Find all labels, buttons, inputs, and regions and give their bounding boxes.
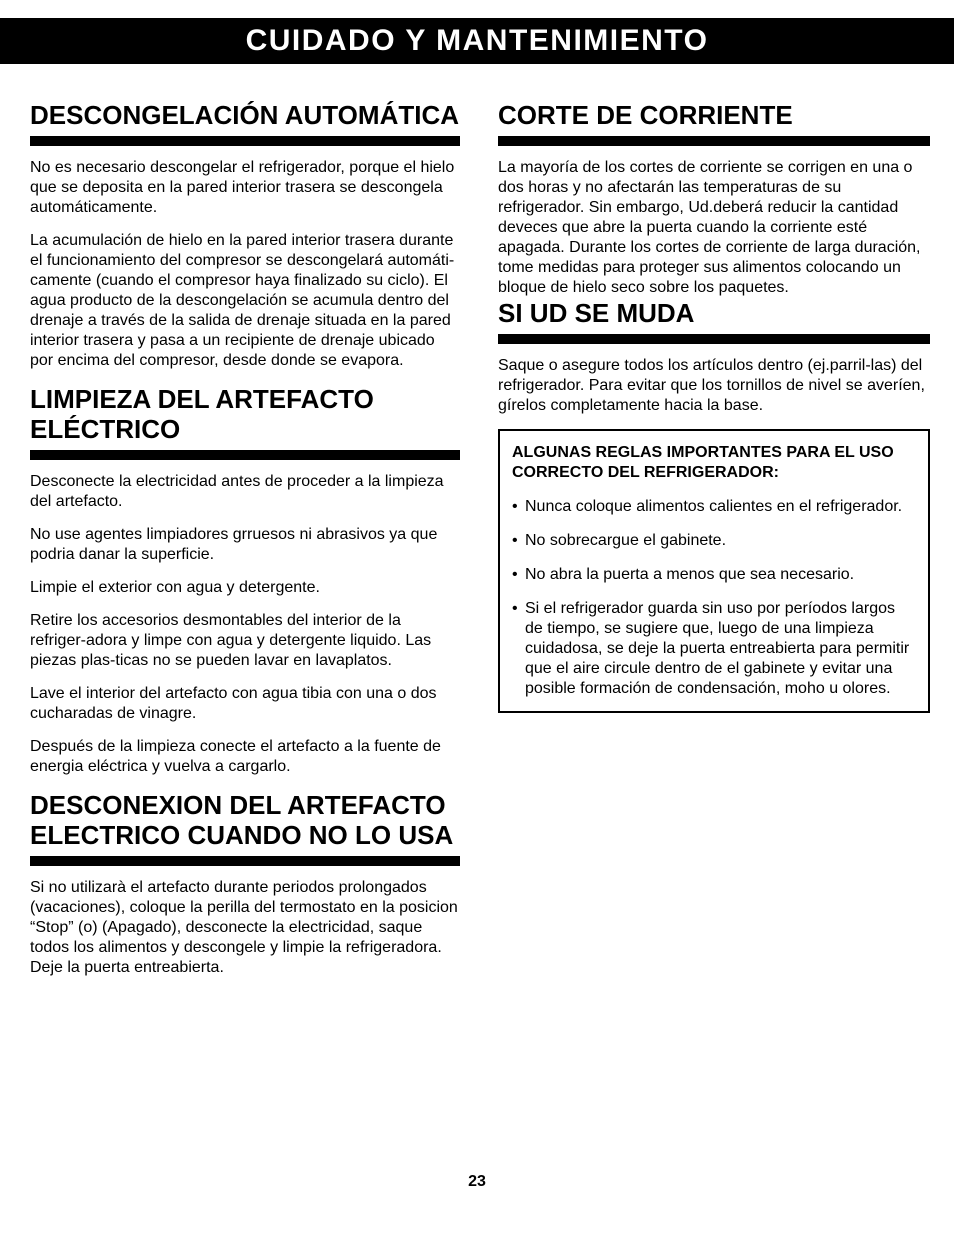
section-heading: DESCONGELACIÓN AUTOMÁTICA	[30, 100, 459, 130]
section-descongelacion	[30, 100, 460, 371]
section-limpieza	[30, 384, 460, 777]
right-column	[498, 100, 930, 713]
bullet-marker: •	[512, 566, 518, 583]
section-heading: LIMPIEZA DEL ARTEFACTO ELÉCTRICO	[30, 384, 374, 444]
paragraph: No use agentes limpiadores grruesos ni abrasivos ya que podria danar la superficie.	[30, 526, 438, 563]
page-title: CUIDADO Y MANTENIMIENTO	[245, 24, 709, 57]
paragraph: Limpie el exterior con agua y detergente.	[30, 579, 320, 596]
paragraph: La mayoría de los cortes de corriente se corrigen en una o dos horas y no afectarán las temperaturas de su refrigerador. Sin embargo, Ud.deberá reducir la cantidad deveces que abre la puerta cuando la corriente esté apagada. Durante los cortes de corriente de larga duración, tome medidas para proteger sus alimentos colocando un bloque de hielo seco sobre los paquetes.	[498, 159, 921, 296]
list-item-text: No sobrecargue el gabinete.	[525, 532, 727, 549]
paragraph: Después de la limpieza conecte el artefacto a la fuente de energia eléctrica y vuelva a cargarlo.	[30, 738, 441, 775]
bullet-marker: •	[512, 532, 518, 549]
section-heading: CORTE DE CORRIENTE	[498, 100, 793, 130]
heading-rule	[498, 136, 930, 146]
paragraph: Desconecte la electricidad antes de proceder a la limpieza del artefacto.	[30, 473, 444, 510]
important-rules-box	[498, 429, 930, 713]
list-item-text: Nunca coloque alimentos calientes en el refrigerador.	[525, 498, 903, 515]
heading-rule	[30, 856, 460, 866]
left-column	[30, 100, 460, 991]
heading-rule	[30, 450, 460, 460]
section-heading: SI UD SE MUDA	[498, 298, 695, 328]
paragraph: Lave el interior del artefacto con agua tibia con una o dos cucharadas de vinagre.	[30, 685, 437, 722]
rules-box-title: ALGUNAS REGLAS IMPORTANTES PARA EL USO CORRECTO DEL REFRIGERADOR:	[512, 444, 894, 481]
section-heading: DESCONEXION DEL ARTEFACTO ELECTRICO CUANDO NO LO USA	[30, 790, 454, 850]
bullet-marker: •	[512, 498, 518, 515]
list-item	[512, 599, 916, 699]
page-number: 23	[468, 1173, 486, 1190]
heading-rule	[30, 136, 460, 146]
list-item	[512, 565, 916, 585]
paragraph: Saque o asegure todos los artículos dentro (ej.parril-las) del refrigerador. Para evitar que los tornillos de nivel se averíen, gírelos completamente hacia la base.	[498, 357, 925, 414]
section-si-ud-se-muda	[498, 298, 930, 416]
section-corte-de-corriente	[498, 100, 930, 298]
paragraph: La acumulación de hielo en la pared interior trasera durante el funcionamiento del compresor se descongelará automáti-camente (cuando el compresor haya finalizado su ciclo). El agua producto de la descongelación se acumula dentro del drenaje a través de la salida de drenaje situada en la pared interior trasera y pasa a un recipiente de drenaje ubicado por encima del compresor, desde donde se evapora.	[30, 232, 455, 369]
section-desconexion	[30, 790, 460, 978]
list-item-text: No abra la puerta a menos que sea necesario.	[525, 566, 855, 583]
bullet-marker: •	[512, 600, 518, 617]
list-item-text: Si el refrigerador guarda sin uso por períodos largos de tiempo, se sugiere que, luego de una limpieza cuidadosa, se deje la puerta entreabierta para permitir que el aire circule dentro de el gabinete y evitar una posible formación de condensación, moho u olores.	[525, 600, 910, 697]
list-item	[512, 531, 916, 551]
list-item	[512, 497, 916, 517]
paragraph: Si no utilizarà el artefacto durante periodos prolongados (vacaciones), coloque la perilla del termostato en la posicion “Stop” (o) (Apagado), desconecte la electricidad, saque todos los alimentos y descongele y limpie la refrigeradora. Deje la puerta entreabierta.	[30, 879, 458, 976]
page-header-bar	[0, 18, 954, 64]
paragraph: Retire los accesorios desmontables del interior de la refriger-adora y limpe con agua y detergente liquido. Las piezas plas-ticas no se pueden lavar en lavaplatos.	[30, 612, 432, 669]
heading-rule	[498, 334, 930, 344]
paragraph: No es necesario descongelar el refrigerador, porque el hielo que se deposita en la pared interior trasera se descongela automáticamente.	[30, 159, 455, 216]
